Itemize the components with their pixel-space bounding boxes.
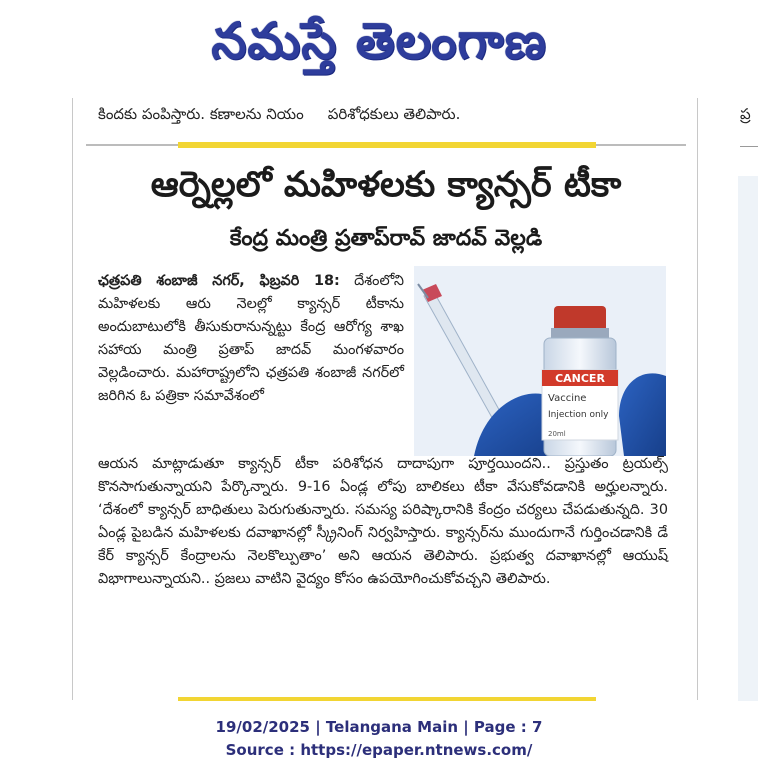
- top-rule-left: [86, 144, 178, 146]
- adjacent-column-snippet: ప్ర: [740, 105, 751, 123]
- column-divider-left: [72, 98, 73, 700]
- footer-source[interactable]: Source : https://epaper.ntnews.com/: [225, 741, 533, 759]
- column-divider-right: [697, 98, 698, 700]
- article-subheadline: కేంద్ర మంత్రి ప్రతాప్‌రావ్ జాదవ్ వెల్లడి: [229, 226, 543, 251]
- top-rule-right: [596, 144, 686, 146]
- label-volume: 20ml: [548, 430, 566, 438]
- snippet-left-text: కిందకు పంపిస్తారు. కణాలను నియం: [98, 105, 304, 123]
- article-headline: ఆర్నెల్లలో మహిళలకు క్యాన్సర్ టీకా: [150, 165, 622, 205]
- snippet-right-text: పరిశోధకులు తెలిపారు.: [327, 105, 461, 123]
- label-line1: Vaccine: [548, 393, 587, 404]
- masthead: [0, 2, 758, 84]
- vaccine-photo: [414, 266, 666, 456]
- article-body-bottom: ఆయన మాట్లాడుతూ క్యాన్సర్ టీకా పరిశోధన దాదాపుగా పూర్తయిందని.. ప్రస్తుతం ట్రయల్స్ కొనసాగుతున్నాయని పేర్కొన్నారు. 9-16 ఏండ్ల లోపు బాలికలు టీకా వేసుకోవడానికి అర్హులన్నారు. ‘దేశంలో క్యాన్సర్ బాధితులు పెరుగుతున్నారు. సమస్య పరిష్కారానికి కేంద్రం చర్యలు చేపడుతున్నది. 30 ఏండ్ల పైబడిన మహిళలకు దవాఖానల్లో స్క్రీనింగ్ నిర్వహిస్తారు. క్యాన్సర్‌ను ముందుగానే గుర్తించడానికి డే కేర్ క్యాన్సర్ కేంద్రాలను నెలకొల్పుతాం’ అని ఆయన తెలిపారు. ప్రభుత్వ దవాఖానల్లో ఆయుష్ విభాగాలున్నాయని.. ప్రజలు వాటిని వైద్యం కోసం ఉపయోగించుకోవచ్చని తెలిపారు.: [98, 456, 668, 587]
- article-body-top: [98, 270, 404, 408]
- top-rule-accent: [178, 142, 596, 148]
- article-paragraph-top: దేశంలోని మహిళలకు ఆరు నెలల్లో క్యాన్సర్ టీకాను అందుబాటులోకి తీసుకురానున్నట్టు కేంద్ర ఆరోగ్య శాఖ సహాయ మంత్రి ప్రతాప్ జాదవ్ మంగళవారం వెల్లడించారు. మహారాష్ట్రలోని ఛత్రపతి శంబాజీ నగర్‌లో జరిగిన ఓ పత్రికా సమావేశంలో: [98, 273, 404, 404]
- adjacent-column-rule: [740, 146, 758, 147]
- previous-article-snippet: [98, 105, 598, 127]
- article-dateline: ఛత్రపతి శంబాజీ నగర్, ఫిబ్రవరి 18:: [98, 273, 340, 289]
- page-footer: [0, 716, 758, 762]
- bottom-rule-accent: [178, 697, 596, 701]
- adjacent-column-panel: [738, 176, 758, 701]
- vaccine-illustration: [414, 266, 666, 456]
- newspaper-logo: నమస్తే తెలంగాణ: [211, 12, 547, 70]
- label-title: CANCER: [555, 372, 605, 385]
- footer-edition-info: 19/02/2025 | Telangana Main | Page : 7: [215, 718, 543, 736]
- label-line2: Injection only: [548, 410, 609, 420]
